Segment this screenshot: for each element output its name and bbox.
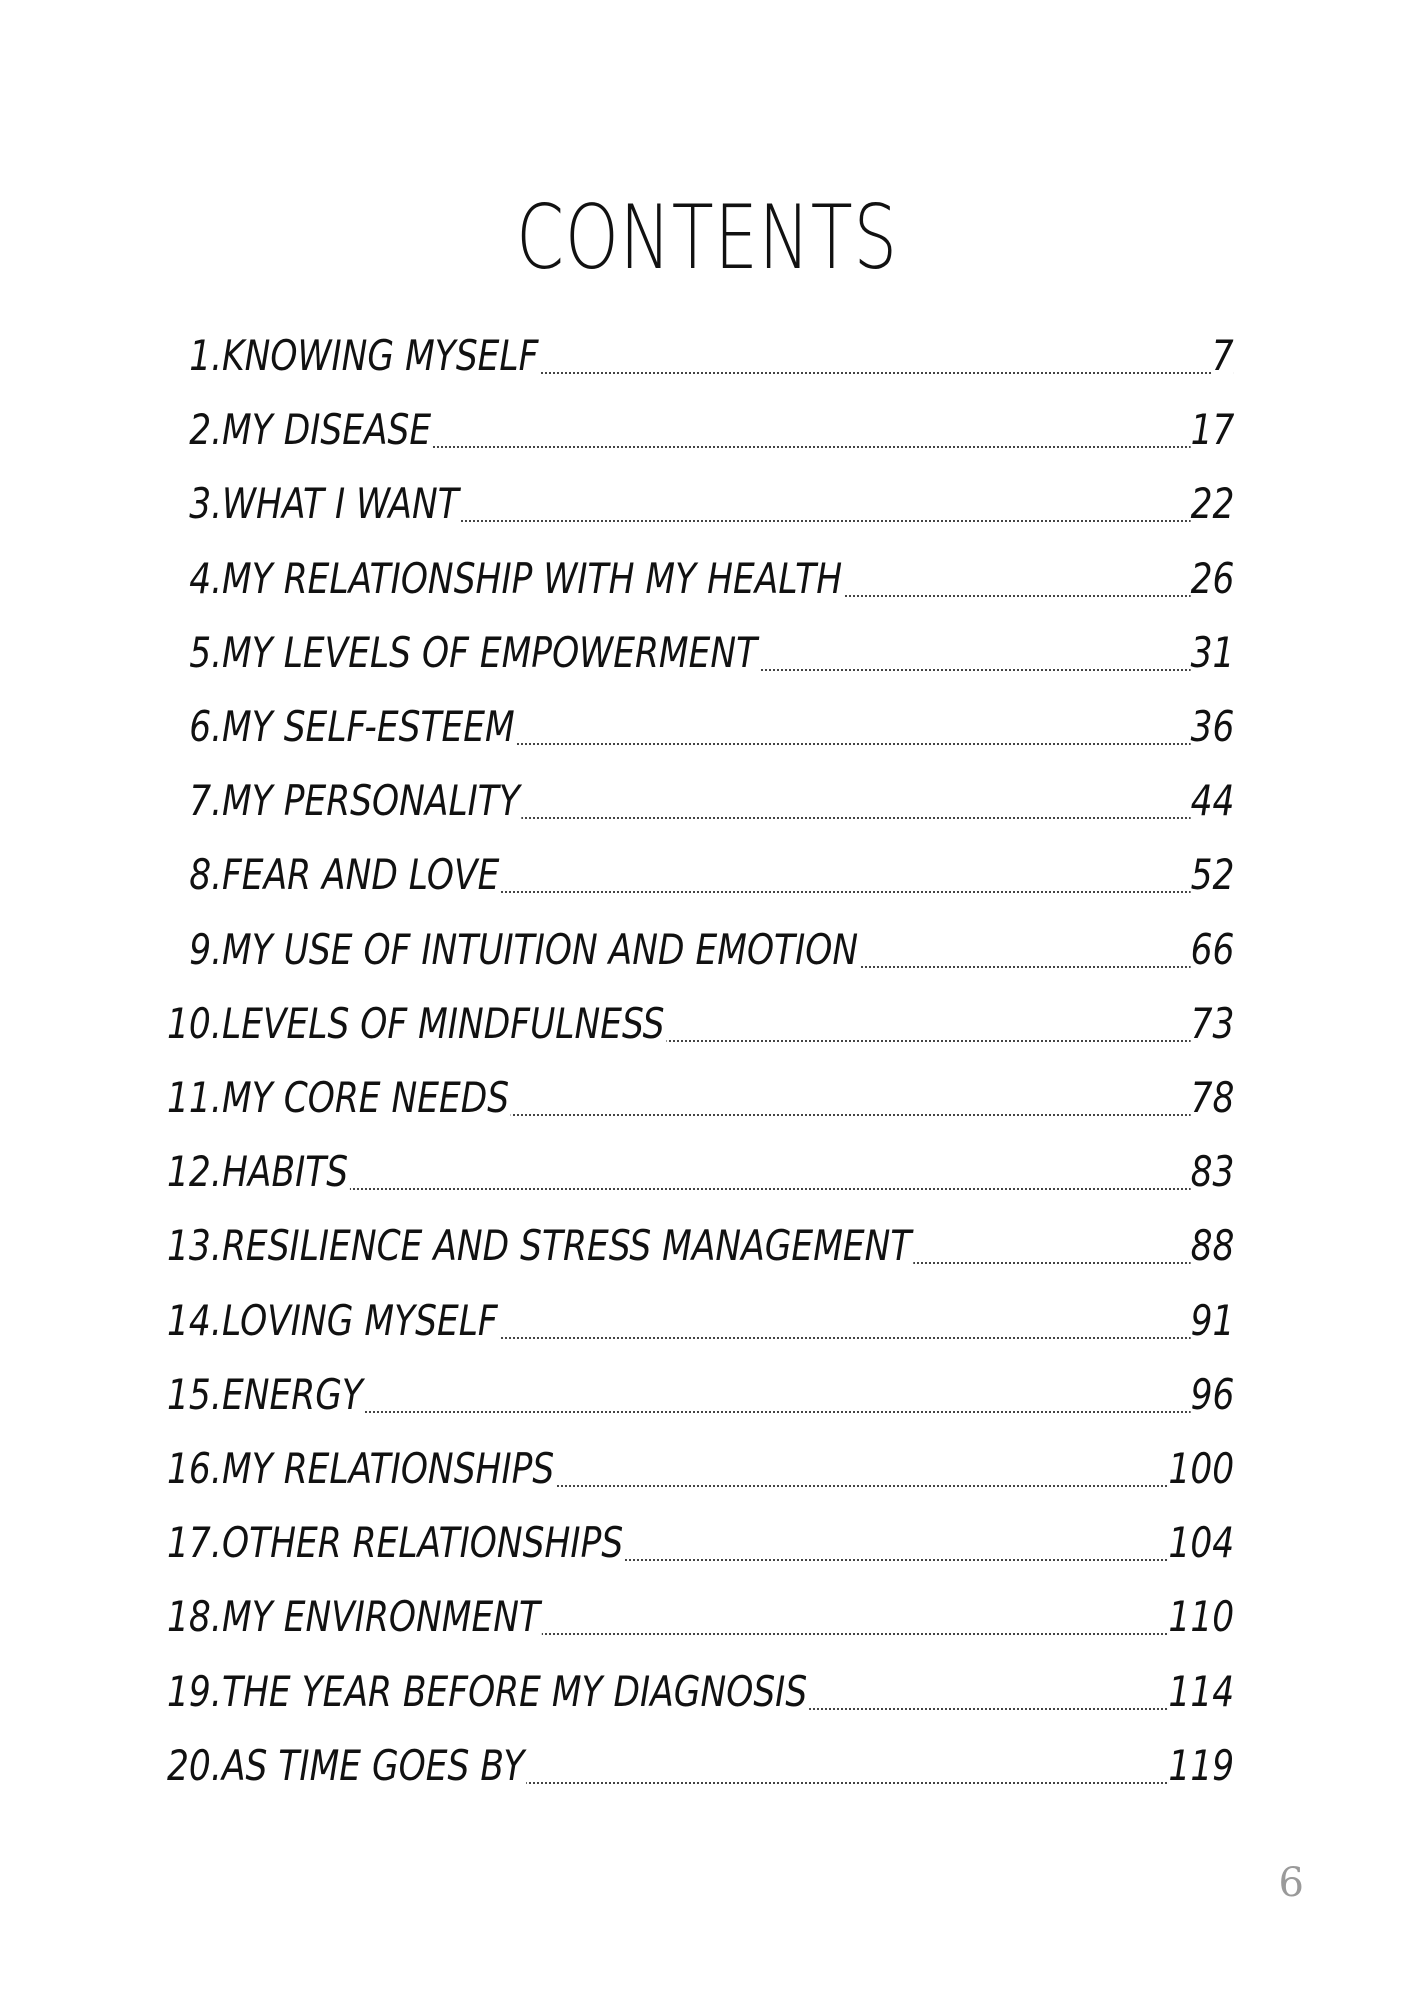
- toc-entry-page: 66: [1190, 920, 1234, 980]
- toc-entry: [0, 697, 1414, 757]
- toc-entry: [0, 1291, 1414, 1351]
- toc-entry-page: 100: [1168, 1439, 1234, 1499]
- toc-entry-title: LEVELS OF MINDFULNESS: [222, 994, 666, 1054]
- toc-entry-number: 16.: [167, 1444, 222, 1493]
- toc-entry: [0, 326, 1414, 386]
- toc-entry-number: 19.: [167, 1666, 222, 1716]
- toc-entry-number: 18.: [167, 1592, 222, 1642]
- toc-entry-title: RESILIENCE AND STRESS MANAGEMENT: [222, 1216, 913, 1276]
- toc-entry-number: 4.: [189, 553, 222, 603]
- toc-entry-page: 88: [1190, 1216, 1234, 1276]
- toc-entry: [0, 1513, 1414, 1573]
- toc-entry-title: MY USE OF INTUITION AND EMOTION: [222, 920, 860, 980]
- toc-entry-number: 1.: [189, 331, 222, 380]
- toc-entry: [0, 623, 1414, 683]
- toc-entry-page: 73: [1190, 994, 1234, 1054]
- toc-entry-title: LOVING MYSELF: [222, 1291, 499, 1351]
- toc-entry-number: 13.: [167, 1221, 222, 1271]
- toc-entry-page: 22: [1190, 474, 1234, 534]
- toc-entry-number: 2.: [189, 405, 222, 455]
- toc-entry-page: 96: [1190, 1365, 1234, 1425]
- toc-entry: [0, 1439, 1414, 1499]
- toc-entry-title: OTHER RELATIONSHIPS: [222, 1513, 625, 1573]
- page-number: 6: [1278, 1860, 1304, 1906]
- toc-entry-title: HABITS: [222, 1142, 350, 1202]
- toc-entry-title: KNOWING MYSELF: [222, 326, 540, 386]
- toc-entry-title: MY SELF-ESTEEM: [222, 697, 516, 757]
- toc-entry: [0, 1587, 1414, 1647]
- toc-entry-number: 12.: [167, 1147, 222, 1197]
- toc-entry-page: 26: [1190, 549, 1234, 609]
- toc-entry-number: 6.: [189, 702, 222, 751]
- toc-entry-page: 44: [1190, 771, 1234, 831]
- toc-entry-number: 11.: [167, 1073, 222, 1122]
- toc-entry: [0, 1736, 1414, 1796]
- toc-entry-number: 20.: [167, 1740, 222, 1790]
- toc-entry-page: 119: [1168, 1736, 1234, 1796]
- page-title: CONTENTS: [516, 185, 898, 289]
- toc-entry: [0, 920, 1414, 980]
- toc-entry-number: 9.: [189, 924, 222, 974]
- toc-entry-title: MY CORE NEEDS: [222, 1068, 511, 1128]
- toc-entry: [0, 474, 1414, 534]
- toc-entry-number: 8.: [189, 850, 222, 900]
- toc-entry-title: ENERGY: [222, 1365, 365, 1425]
- toc-entry-number: 15.: [167, 1369, 222, 1419]
- toc-entry: [0, 771, 1414, 831]
- toc-entry-number: 3.: [189, 479, 222, 529]
- toc-entry-number: 10.: [167, 998, 222, 1048]
- toc-leader-dots: [222, 1188, 1234, 1190]
- toc-entry-page: 31: [1190, 623, 1234, 683]
- toc-entry-title: MY DISEASE: [222, 400, 433, 460]
- toc-entry: [0, 1068, 1414, 1128]
- toc-entry-page: 91: [1190, 1291, 1234, 1351]
- toc-entry-title: MY PERSONALITY: [222, 771, 522, 831]
- toc-entry-number: 14.: [167, 1295, 222, 1345]
- toc-entry-page: 36: [1190, 697, 1234, 757]
- toc-entry-number: 17.: [167, 1518, 222, 1568]
- toc-entry-title: MY RELATIONSHIP WITH MY HEALTH: [222, 549, 844, 609]
- toc-entry-page: 114: [1168, 1662, 1234, 1722]
- toc-entry-number: 5.: [189, 627, 222, 677]
- toc-entry: [0, 845, 1414, 905]
- toc-entry-title: WHAT I WANT: [222, 474, 460, 534]
- toc-entry: [0, 1365, 1414, 1425]
- toc-entry: [0, 1142, 1414, 1202]
- toc-entry: [0, 1662, 1414, 1722]
- toc-entry: [0, 1216, 1414, 1276]
- toc-entry-number: 7.: [189, 776, 222, 826]
- toc-entry-page: 52: [1190, 845, 1234, 905]
- toc-entry: [0, 400, 1414, 460]
- toc-entry-page: 78: [1190, 1068, 1234, 1128]
- toc-entry-title: MY RELATIONSHIPS: [222, 1439, 556, 1499]
- toc-entry: [0, 549, 1414, 609]
- toc-entry-title: FEAR AND LOVE: [222, 845, 501, 905]
- toc-entry-page: 83: [1190, 1142, 1234, 1202]
- toc-entry-title: AS TIME GOES BY: [222, 1736, 526, 1796]
- toc-entry-title: THE YEAR BEFORE MY DIAGNOSIS: [222, 1662, 809, 1722]
- toc-entry-title: MY LEVELS OF EMPOWERMENT: [222, 623, 759, 683]
- toc-leader-dots: [222, 1411, 1234, 1413]
- toc-entry-title: MY ENVIRONMENT: [222, 1587, 542, 1647]
- toc-entry: [0, 994, 1414, 1054]
- toc-entry-page: 7: [1212, 326, 1234, 386]
- toc-entry-page: 110: [1168, 1587, 1234, 1647]
- toc-entry-page: 104: [1168, 1513, 1234, 1573]
- toc-entry-page: 17: [1190, 400, 1234, 460]
